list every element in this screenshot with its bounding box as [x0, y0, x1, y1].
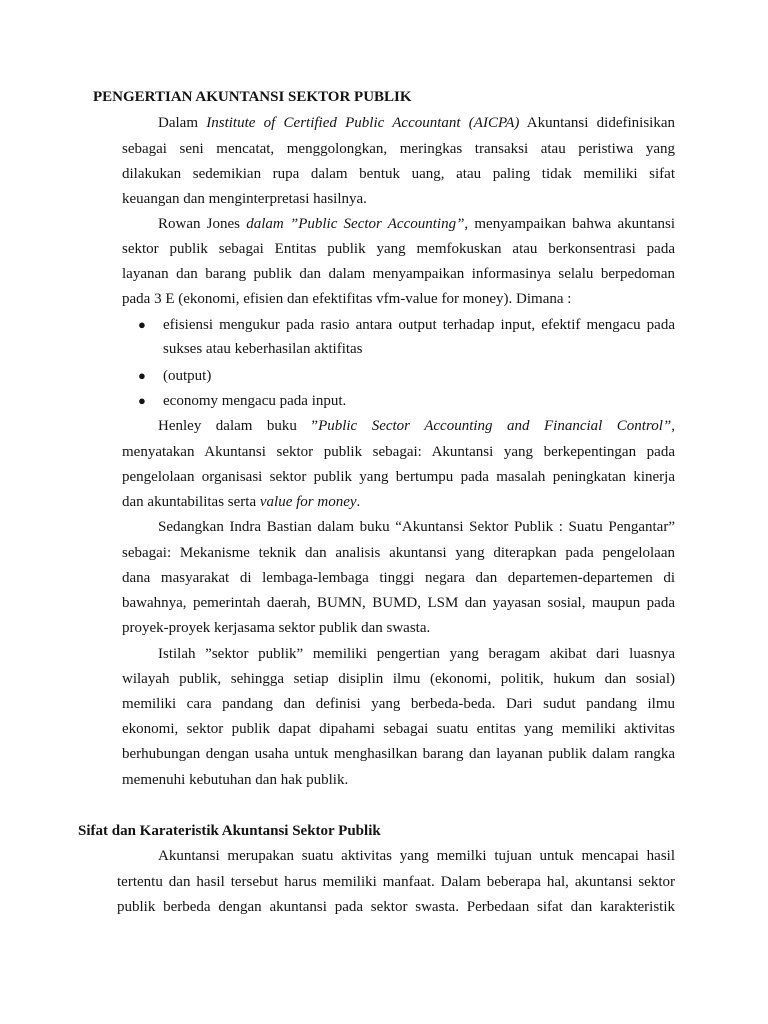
- section-heading-pengertian: PENGERTIAN AKUNTANSI SEKTOR PUBLIK: [93, 89, 412, 105]
- paragraph-rowan-jones-line-2: sektor publik sebagai Entitas publik yang memfokuskan atau berkonsentrasi pada: [122, 241, 675, 257]
- bullet-marker: ●: [138, 317, 146, 332]
- paragraph-aicpa-line-2: sebagai seni mencatat, menggolongkan, meringkas transaksi atau peristiwa yang: [122, 141, 675, 157]
- paragraph-aicpa-line-4: keuangan dan menginterpretasi hasilnya.: [122, 191, 367, 207]
- paragraph-akuntansi-line-1: Akuntansi merupakan suatu aktivitas yang memilki tujuan untuk mencapai hasil: [158, 848, 675, 864]
- paragraph-henley-line-3: pengelolaan organisasi sektor publik yang bertumpu pada masalah peningkatan kinerja: [122, 469, 675, 485]
- paragraph-akuntansi-line-2: tertentu dan hasil tersebut harus memiliki manfaat. Dalam beberapa hal, akuntansi sektor: [117, 874, 675, 890]
- paragraph-istilah-line-4: ekonomi, sektor publik dapat dipahami sebagai suatu entitas yang memiliki aktivitas: [122, 721, 675, 737]
- paragraph-istilah-line-6: memenuhi kebutuhan dan hak publik.: [122, 772, 349, 788]
- paragraph-akuntansi-line-3: publik berbeda dengan akuntansi pada sektor swasta. Perbedaan sifat dan karakteristik: [117, 899, 675, 915]
- paragraph-rowan-jones-line-3: layanan dan barang publik dan dalam menyampaikan informasinya selalu berpedoman: [122, 266, 675, 282]
- paragraph-indra-bastian-line-4: bawahnya, pemerintah daerah, BUMN, BUMD, LSM dan yayasan sosial, maupun pada: [122, 595, 675, 611]
- section-heading-sifat-karateristik: Sifat dan Karateristik Akuntansi Sektor Publik: [78, 823, 381, 839]
- paragraph-aicpa-line-3: dilakukan sedemikian rupa dalam bentuk uang, atau paling tidak memiliki sifat: [122, 166, 675, 182]
- bullet-economy: economy mengacu pada input.: [163, 393, 347, 409]
- bullet-efisiensi-line-1: efisiensi mengukur pada rasio antara output terhadap input, efektif mengacu pada: [163, 317, 675, 333]
- paragraph-indra-bastian-line-5: proyek-proyek kerjasama sektor publik dan swasta.: [122, 620, 431, 636]
- paragraph-henley-line-4: dan akuntabilitas serta value for money.: [122, 494, 361, 510]
- paragraph-indra-bastian-line-2: sebagai: Mekanisme teknik dan analisis akuntansi yang diterapkan pada pengelolaan: [122, 545, 675, 561]
- paragraph-aicpa-line-1: Dalam Institute of Certified Public Accountant (AICPA) Akuntansi didefinisikan: [158, 115, 676, 131]
- paragraph-istilah-line-1: Istilah ”sektor publik” memiliki pengertian yang beragam akibat dari luasnya: [158, 646, 675, 662]
- paragraph-indra-bastian-line-1: Sedangkan Indra Bastian dalam buku “Akuntansi Sektor Publik : Suatu Pengantar”: [158, 519, 675, 535]
- paragraph-istilah-line-5: berhubungan dengan usaha untuk menghasilkan barang dan layanan publik dalam rangka: [122, 746, 675, 762]
- paragraph-rowan-jones-line-4: pada 3 E (ekonomi, efisien dan efektifitas vfm-value for money). Dimana :: [122, 291, 572, 307]
- bullet-marker: ●: [138, 393, 146, 408]
- bullet-marker: ●: [138, 368, 146, 383]
- paragraph-istilah-line-2: wilayah publik, sehingga setiap disiplin ilmu (ekonomi, politik, hukum dan sosial): [122, 671, 675, 687]
- paragraph-istilah-line-3: memiliki cara pandang dan definisi yang berbeda-beda. Dari sudut pandang ilmu: [122, 696, 675, 712]
- bullet-output: (output): [163, 368, 212, 384]
- paragraph-henley-line-2: menyatakan Akuntansi sektor publik sebagai: Akuntansi yang berkepentingan pada: [122, 444, 675, 460]
- paragraph-henley-line-1: Henley dalam buku ”Public Sector Accounting and Financial Control”,: [158, 418, 675, 434]
- paragraph-rowan-jones-line-1: Rowan Jones dalam ”Public Sector Accounting”, menyampaikan bahwa akuntansi: [158, 216, 675, 232]
- bullet-efisiensi-line-2: sukses atau keberhasilan aktifitas: [163, 341, 363, 357]
- paragraph-indra-bastian-line-3: dana masyarakat di lembaga-lembaga tinggi negara dan departemen-departemen di: [122, 570, 675, 586]
